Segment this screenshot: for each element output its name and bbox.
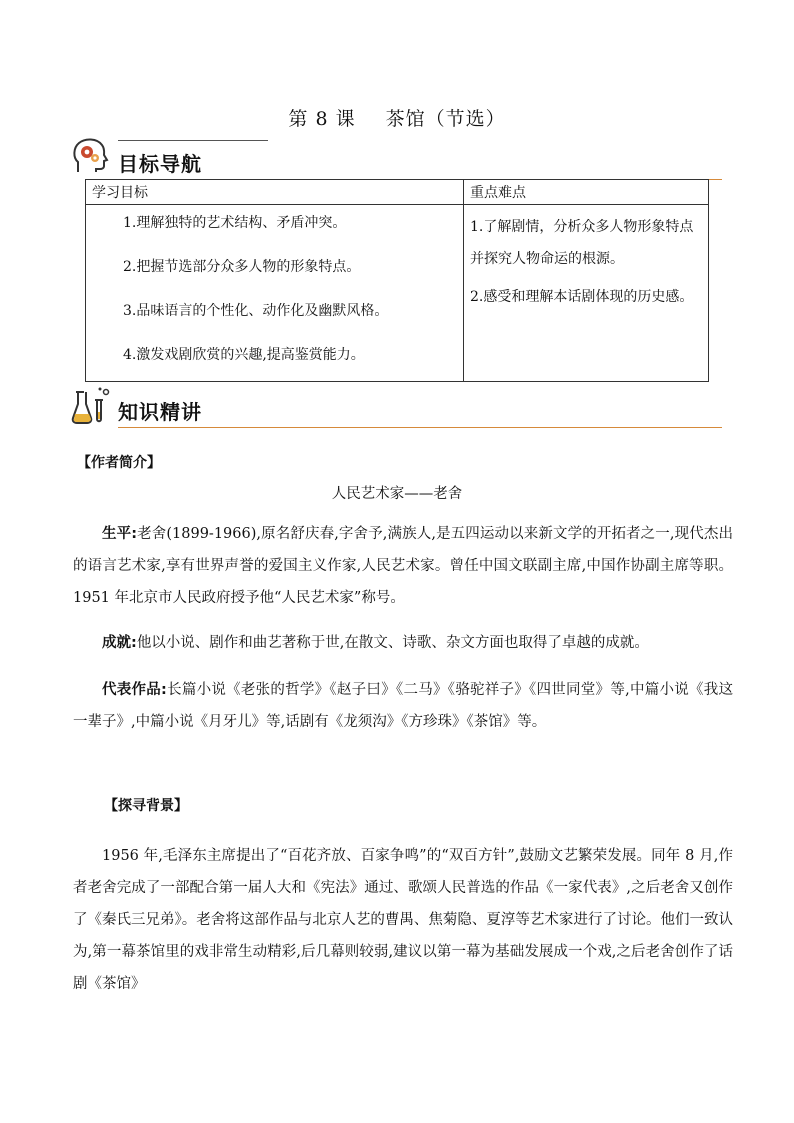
author-works-paragraph bbox=[73, 674, 733, 738]
key-point: 2.感受和理解本话剧体现的历史感。 bbox=[470, 289, 694, 305]
learning-goal: 4.激发戏剧欣赏的兴趣,提高鉴赏能力。 bbox=[123, 347, 365, 363]
achievement-lead: 成就: bbox=[102, 635, 137, 651]
life-lead: 生平: bbox=[102, 526, 138, 542]
background-paragraph: 1956 年,毛泽东主席提出了“百花齐放、百家争鸣”的“双百方针”,鼓励文艺繁荣发展。同年 8 月,作者老舍完成了一部配合第一届人大和《宪法》通过、歌颂人民普选的作品《一家代表》,之后老舍又创作了《秦氏三兄弟》。老舍将这部作品与北京人艺的曹禺、焦菊隐、夏淳等艺术家进行了讨论。他们一致认为,第一幕茶馆里的戏非常生动精彩,后几幕则较弱,建议以第一幕为基础发展成一个戏,之后老舍创作了话剧《茶馆》 bbox=[73, 848, 733, 992]
lesson-name: 茶馆（节选） bbox=[385, 108, 506, 130]
section-label-knowledge: 知识精讲 bbox=[118, 400, 202, 424]
achievement-text: 他以小说、剧作和曲艺著称于世,在散文、诗歌、杂文方面也取得了卓越的成就。 bbox=[136, 635, 649, 651]
learning-goals-cell bbox=[86, 205, 464, 382]
learning-goal: 2.把握节选部分众多人物的形象特点。 bbox=[123, 259, 361, 275]
author-intro-tag: 【作者简介】 bbox=[77, 455, 161, 471]
brain-gears-icon bbox=[70, 136, 112, 178]
lab-flasks-icon bbox=[70, 384, 112, 426]
author-achievement-paragraph bbox=[73, 627, 733, 659]
key-points-cell bbox=[464, 205, 709, 382]
author-subtitle: 人民艺术家——老舍 bbox=[331, 486, 463, 502]
lesson-number: 第 8 课 bbox=[288, 108, 356, 130]
table-header-key-points: 重点难点 bbox=[464, 180, 709, 205]
author-life-paragraph bbox=[73, 518, 733, 614]
section-header-knowledge bbox=[70, 384, 722, 428]
table-header-learning-goals: 学习目标 bbox=[86, 180, 464, 205]
background-tag: 【探寻背景】 bbox=[104, 798, 188, 814]
section-label-goals: 目标导航 bbox=[118, 152, 202, 176]
goals-table bbox=[85, 179, 709, 382]
works-text: 长篇小说《老张的哲学》《赵子曰》《二马》《骆驼祥子》《四世同堂》等,中篇小说《我这一辈子》,中篇小说《月牙儿》等,话剧有《龙须沟》《方珍珠》《茶馆》等。 bbox=[73, 682, 733, 730]
learning-goal: 3.品味语言的个性化、动作化及幽默风格。 bbox=[123, 303, 389, 319]
works-lead: 代表作品: bbox=[102, 682, 167, 698]
life-text: 老舍(1899-1966),原名舒庆春,字舍予,满族人,是五四运动以来新文学的开拓者之一,现代杰出的语言艺术家,享有世界声誉的爱国主义作家,人民艺术家。曾任中国文联副主席,中国作协副主席等职。1951 年北京市人民政府授予他“人民艺术家”称号。 bbox=[73, 526, 733, 606]
learning-goal: 1.理解独特的艺术结构、矛盾冲突。 bbox=[123, 215, 347, 231]
key-point: 1.了解剧情，分析众多人物形象特点并探究人物命运的根源。 bbox=[470, 219, 694, 267]
section-header-goals bbox=[70, 136, 722, 180]
page-title bbox=[0, 104, 794, 131]
